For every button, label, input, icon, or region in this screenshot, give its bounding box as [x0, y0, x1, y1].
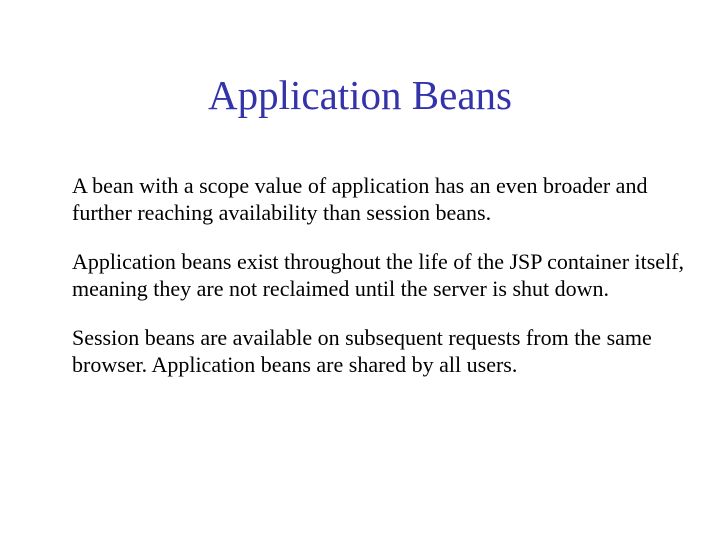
- slide-body: [72, 172, 712, 400]
- slide-title: Application Beans: [207, 72, 513, 118]
- paragraph-application-lifetime: Application beans exist throughout the life of the JSP container itself, meaning they are not reclaimed until the server is shut down.: [72, 249, 685, 301]
- paragraph-application-scope: A bean with a scope value of application has an even broader and further reaching availability than session beans.: [72, 173, 648, 225]
- paragraph-session-vs-application: Session beans are available on subsequent requests from the same browser. Application beans are shared by all users.: [72, 325, 652, 377]
